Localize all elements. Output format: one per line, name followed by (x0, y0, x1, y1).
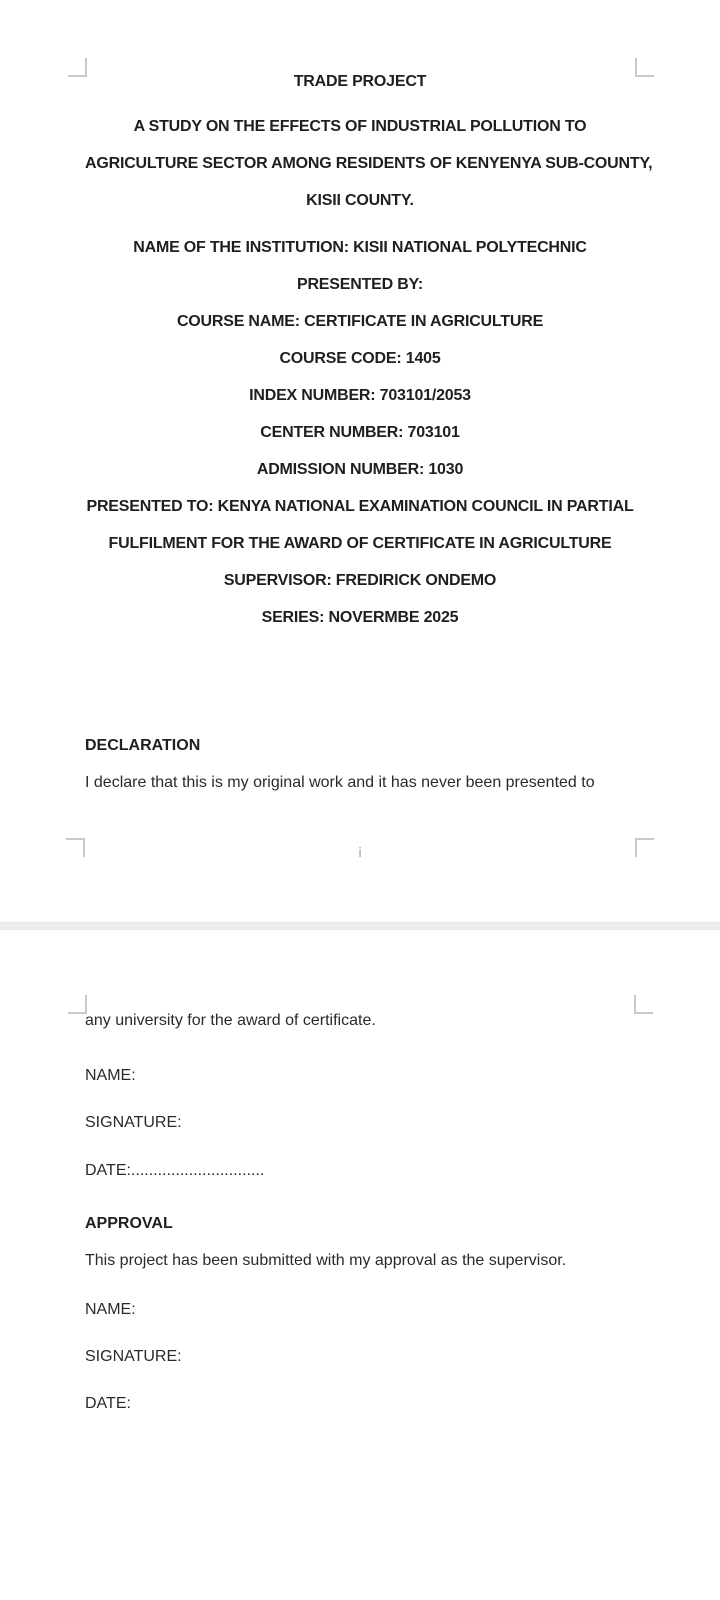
approval-signature-field: SIGNATURE: (85, 1348, 182, 1365)
title-line-study-3: KISII COUNTY. (306, 192, 414, 209)
margin-corner-top-left-icon (68, 995, 87, 1014)
margin-corner-top-right-icon (634, 995, 653, 1014)
approval-date-field: DATE: (85, 1395, 131, 1412)
title-line-index-number: INDEX NUMBER: 703101/2053 (249, 387, 471, 404)
title-line-course-code: COURSE CODE: 1405 (279, 350, 441, 367)
declaration-continuation: any university for the award of certificate. (85, 1012, 376, 1029)
declaration-heading: DECLARATION (85, 737, 201, 754)
declaration-signature-field: SIGNATURE: (85, 1114, 182, 1131)
declaration-name-field: NAME: (85, 1067, 136, 1084)
title-line-study-2: AGRICULTURE SECTOR AMONG RESIDENTS OF KENYENYA SUB-COUNTY, (85, 155, 653, 172)
title-line-admission: ADMISSION NUMBER: 1030 (256, 461, 464, 478)
title-line-presented-by: PRESENTED BY: (296, 276, 423, 293)
title-line-course-name: COURSE NAME: CERTIFICATE IN AGRICULTURE (176, 313, 544, 330)
page-2-content (85, 930, 635, 1422)
page-number: i (358, 844, 362, 860)
approval-name-field: NAME: (85, 1301, 136, 1318)
declaration-date-field: DATE:.............................. (85, 1162, 265, 1179)
title-line-institution: NAME OF THE INSTITUTION: KISII NATIONAL POLYTECHNIC (133, 239, 587, 256)
approval-heading: APPROVAL (85, 1215, 173, 1232)
title-line-trade-project: TRADE PROJECT (293, 73, 427, 90)
margin-corner-top-right-icon (635, 58, 654, 77)
page-break-separator (0, 922, 720, 930)
page-1-content (85, 0, 653, 801)
title-line-study-1: A STUDY ON THE EFFECTS OF INDUSTRIAL POLLUTION TO (133, 118, 587, 135)
margin-corner-top-left-icon (68, 58, 87, 77)
approval-body: This project has been submitted with my approval as the supervisor. (85, 1252, 567, 1269)
title-line-presented-to-2: FULFILMENT FOR THE AWARD OF CERTIFICATE IN AGRICULTURE (108, 535, 612, 552)
document-page-2[interactable] (0, 930, 720, 1600)
title-line-supervisor: SUPERVISOR: FREDIRICK ONDEMO (223, 572, 497, 589)
title-line-presented-to-1: PRESENTED TO: KENYA NATIONAL EXAMINATION COUNCIL IN PARTIAL (86, 498, 634, 515)
title-line-series: SERIES: NOVERMBE 2025 (261, 609, 459, 626)
title-line-center-number: CENTER NUMBER: 703101 (260, 424, 460, 441)
declaration-body: I declare that this is my original work and it has never been presented to (85, 774, 595, 791)
